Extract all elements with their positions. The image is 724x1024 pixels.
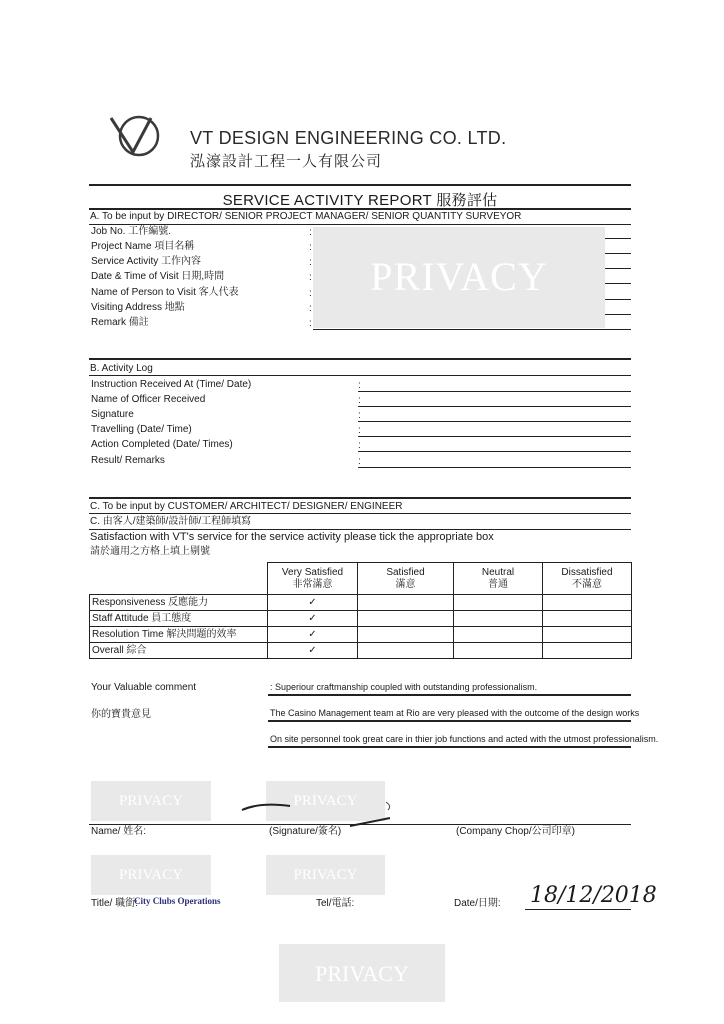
section-c-heading-rule: [89, 513, 631, 514]
comment-label-en: Your Valuable comment: [91, 682, 197, 693]
privacy-label: PRIVACY: [315, 961, 409, 986]
title-label: Title/ 職銜:: [91, 898, 138, 909]
row-label: Overall 綜合: [90, 643, 268, 659]
section-c-top-rule: [89, 497, 631, 499]
colon: :: [309, 303, 312, 314]
checkbox-cell[interactable]: [543, 643, 632, 659]
table-row: [90, 643, 632, 659]
checkbox-cell[interactable]: [454, 643, 543, 659]
row-label: Responsiveness 反應能力: [90, 595, 268, 611]
check-mark-icon[interactable]: ✓: [268, 643, 358, 659]
name-label: Name/ 姓名:: [91, 826, 147, 837]
comment-line-2[interactable]: The Casino Management team at Rio are very pleased with the outcome of the design works: [270, 708, 640, 718]
row-label: Resolution Time 解決問題的效率: [90, 627, 268, 643]
section-a-field-label: Job No. 工作編號.: [91, 226, 172, 237]
column-header: [358, 563, 454, 595]
date-underline: [525, 909, 631, 910]
section-b-field-label: Result/ Remarks: [91, 455, 165, 466]
section-b-field-line: [358, 467, 631, 468]
privacy-redaction-block: [313, 227, 605, 328]
column-header-zh: 普通: [488, 578, 508, 590]
company-chop-label: (Company Chop/公司印章): [456, 826, 575, 837]
privacy-label: PRIVACY: [119, 867, 183, 883]
privacy-label: PRIVACY: [293, 867, 358, 883]
section-b-field-line: [358, 451, 631, 452]
column-header-zh: 非常滿意: [292, 578, 333, 590]
checkbox-cell[interactable]: [358, 595, 454, 611]
colon: :: [309, 242, 312, 253]
section-b-field-label: Instruction Received At (Time/ Date): [91, 379, 252, 390]
section-b-field-label: Signature: [91, 409, 134, 420]
colon: :: [358, 410, 361, 421]
colon: :: [309, 288, 312, 299]
checkbox-cell[interactable]: [358, 643, 454, 659]
section-b-field-line: [358, 391, 631, 392]
section-b-field-line: [358, 436, 631, 437]
comment-underline: [268, 694, 631, 696]
table-row: [90, 611, 632, 627]
table-row: [90, 595, 632, 611]
table-row: [90, 627, 632, 643]
checkbox-cell[interactable]: [543, 595, 632, 611]
section-b-top-rule: [89, 358, 631, 360]
comment-underline: [268, 720, 631, 722]
colon: :: [358, 395, 361, 406]
signature-line: [89, 824, 631, 825]
section-b-heading-rule: [89, 375, 631, 376]
satisfaction-instruction-zh: 請於適用之方格上填上剔號: [90, 546, 210, 557]
checkbox-cell[interactable]: [454, 627, 543, 643]
section-a-field-label: Visiting Address 地點: [91, 302, 185, 313]
section-b-field-label: Action Completed (Date/ Times): [91, 439, 233, 450]
check-mark-icon[interactable]: ✓: [268, 611, 358, 627]
section-c-heading-zh: C. 由客人/建築師/設計師/工程師填寫: [90, 516, 252, 527]
column-header: [268, 563, 358, 595]
colon: :: [309, 318, 312, 329]
colon: :: [358, 456, 361, 467]
check-mark-icon[interactable]: ✓: [268, 627, 358, 643]
column-header: [543, 563, 632, 595]
checkbox-cell[interactable]: [543, 627, 632, 643]
colon: :: [309, 227, 312, 238]
colon: :: [309, 257, 312, 268]
column-header-zh: 滿意: [395, 578, 416, 590]
colon: :: [309, 272, 312, 283]
satisfaction-header-row: [90, 563, 632, 595]
privacy-label: PRIVACY: [293, 793, 358, 809]
section-a-field-label: Date & Time of Visit 日期,時間: [91, 271, 225, 282]
checkbox-cell[interactable]: [358, 611, 454, 627]
section-b-heading: B. Activity Log: [90, 363, 153, 374]
signature-label: (Signature/簽名): [269, 826, 342, 837]
section-a-field-label: Remark 備註: [91, 317, 149, 328]
column-header-en: Satisfied: [386, 566, 425, 578]
section-a-field-label: Service Activity 工作內容: [91, 256, 202, 267]
colon: :: [358, 380, 361, 391]
company-name-zh: 泓濠設計工程一人有限公司: [190, 153, 383, 170]
date-value[interactable]: 18/12/2018: [530, 883, 657, 908]
satisfaction-table: [89, 562, 632, 659]
section-b-field-label: Travelling (Date/ Time): [91, 424, 192, 435]
title-top-rule: [89, 184, 631, 186]
column-header-zh: 不滿意: [572, 578, 602, 590]
column-header-en: Neutral: [481, 566, 515, 578]
checkbox-cell[interactable]: [358, 627, 454, 643]
privacy-redaction-box: [266, 855, 385, 895]
privacy-label: PRIVACY: [370, 254, 548, 299]
section-a-heading-rule: [89, 224, 631, 225]
privacy-label: PRIVACY: [119, 793, 183, 809]
privacy-redaction-box: [279, 944, 445, 1002]
section-a-field-label: Name of Person to Visit 客人代表: [91, 287, 239, 298]
title-value[interactable]: City Clubs Operations: [134, 896, 221, 906]
satisfaction-header-blank: [90, 563, 268, 595]
privacy-redaction-box: [91, 781, 211, 821]
checkbox-cell[interactable]: [543, 611, 632, 627]
checkbox-cell[interactable]: [454, 595, 543, 611]
section-c-heading-zh-rule: [89, 529, 631, 530]
section-b-field-label: Name of Officer Received: [91, 394, 206, 405]
colon: :: [358, 425, 361, 436]
comment-line-3[interactable]: On site personnel took great care in thier job functions and acted with the utmost professionalism.: [270, 734, 659, 744]
comment-line-1[interactable]: : Superiour craftmanship coupled with outstanding professionalism.: [270, 682, 538, 692]
company-name-en: VT DESIGN ENGINEERING CO. LTD.: [190, 128, 507, 148]
check-mark-icon[interactable]: ✓: [268, 595, 358, 611]
colon: :: [358, 440, 361, 451]
comment-label-zh: 你的寶貴意見: [91, 709, 151, 720]
comment-underline: [268, 746, 631, 748]
column-header: [454, 563, 543, 595]
date-label: Date/日期:: [454, 898, 501, 909]
column-header-en: Dissatisfied: [561, 566, 613, 578]
section-c-heading-en: C. To be input by CUSTOMER/ ARCHITECT/ DESIGNER/ ENGINEER: [90, 501, 403, 512]
section-a-field-label: Project Name 項目名稱: [91, 241, 195, 252]
tel-label: Tel/電話:: [316, 898, 355, 909]
section-b-field-line: [358, 406, 631, 407]
report-title: SERVICE ACTIVITY REPORT 服務評估: [222, 192, 498, 209]
section-a-field-line: [313, 329, 631, 330]
company-logo: [107, 112, 169, 158]
section-b-field-line: [358, 421, 631, 422]
column-header-en: Very Satisfied: [281, 566, 344, 578]
title-bottom-rule: [89, 208, 631, 210]
privacy-redaction-box: [91, 855, 211, 895]
section-a-heading: A. To be input by DIRECTOR/ SENIOR PROJECT MANAGER/ SENIOR QUANTITY SURVEYOR: [90, 211, 522, 222]
checkbox-cell[interactable]: [454, 611, 543, 627]
row-label: Staff Attitude 員工態度: [90, 611, 268, 627]
satisfaction-instruction-en: Satisfaction with VT's service for the service activity please tick the appropriate box: [90, 531, 494, 543]
